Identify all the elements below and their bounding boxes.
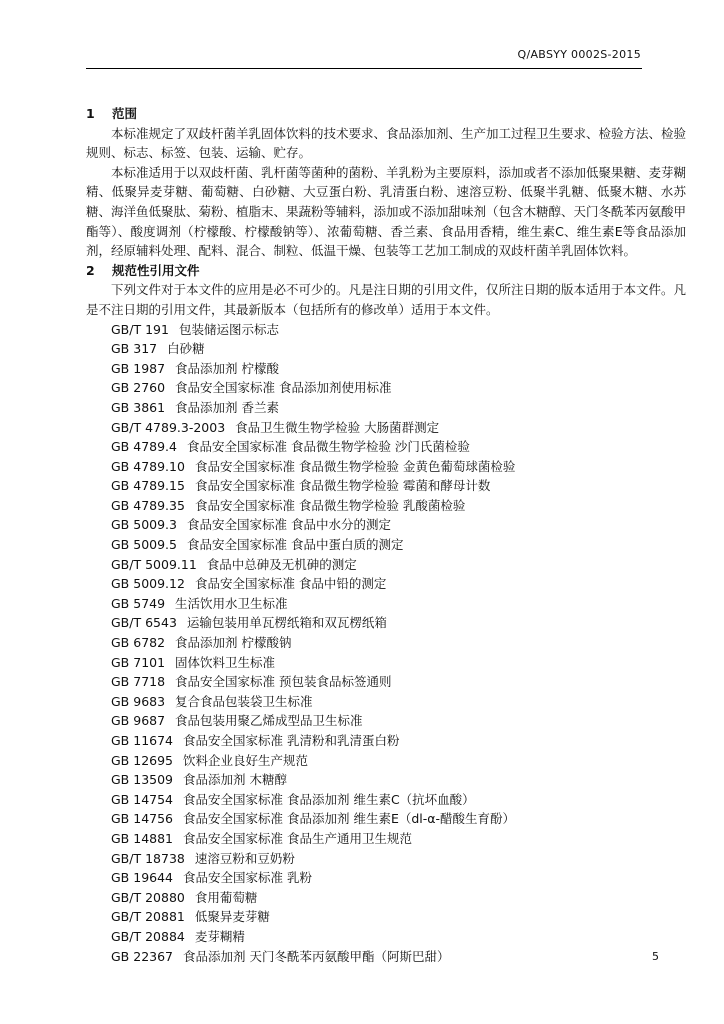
reference-code: GB 19644 — [111, 870, 173, 886]
reference-code: GB 9687 — [111, 713, 166, 729]
reference-code: GB 12695 — [111, 752, 173, 768]
reference-code: GB 317 — [111, 341, 158, 357]
reference-item — [86, 907, 686, 927]
reference-title: 低聚异麦芽糖 — [194, 909, 270, 925]
reference-code: GB 11674 — [111, 733, 173, 748]
reference-title: 食品安全国家标准 乳清粉和乳清蛋白粉 — [183, 733, 400, 748]
reference-item — [86, 339, 686, 359]
reference-title: 食品安全国家标准 食品中水分的测定 — [186, 517, 391, 533]
reference-item — [86, 711, 686, 731]
reference-code: GB 6782 — [111, 635, 166, 651]
reference-code: GB 7101 — [111, 654, 166, 670]
reference-title: 包装储运图示标志 — [178, 321, 279, 337]
reference-item — [86, 947, 686, 967]
reference-code: GB/T 20880 — [111, 889, 185, 905]
reference-code: GB 4789.10 — [111, 458, 185, 474]
paragraph: 本标准适用于以双歧杆菌、乳杆菌等菌种的菌粉、羊乳粉为主要原料，添加或者不添加低聚果糖、麦芽糊精、低聚异麦芽糖、葡萄糖、白砂糖、大豆蛋白粉、乳清蛋白粉、速溶豆粉、低聚半乳糖、低聚木糖、水苏糖、海洋鱼低聚肽、菊粉、植脂末、果蔬粉等辅料，添加或不添加甜味剂（包含木糖醇、天门冬酰苯丙氨酸甲酯等）、酸度调剂（柠檬酸、柠檬酸钠等）、浓葡萄糖、香兰素、食品用香精，维生素C、维生素E等食品添加剂，经原辅料处理、配料、混合、制粒、低温干燥、包装等工艺加工制成的双歧杆菌羊乳固体饮料。 — [86, 164, 687, 259]
reference-code: GB 13509 — [111, 772, 173, 788]
reference-title: 白砂糖 — [167, 341, 205, 357]
reference-code: GB 14756 — [111, 811, 173, 827]
reference-code: GB 14754 — [111, 791, 173, 807]
reference-title: 食品安全国家标准 食品中铅的测定 — [194, 576, 387, 592]
reference-title: 食品安全国家标准 食品微生物学检验 金黄色葡萄球菌检验 — [194, 458, 516, 474]
reference-title: 食品安全国家标准 乳粉 — [183, 870, 312, 886]
reference-item — [86, 476, 686, 496]
reference-title: 固体饮料卫生标准 — [175, 654, 276, 670]
section-title: 范围 — [112, 106, 138, 121]
section-number: 2 — [86, 262, 95, 278]
section-heading-normative-references — [86, 261, 686, 281]
reference-item — [86, 555, 686, 575]
reference-item — [86, 868, 686, 888]
reference-title: 食品安全国家标准 食品微生物学检验 霉菌和酵母计数 — [194, 478, 491, 494]
reference-code: GB 5009.12 — [111, 576, 185, 592]
reference-item — [86, 809, 686, 829]
reference-code: GB 4789.35 — [111, 497, 185, 513]
reference-item — [86, 731, 686, 751]
reference-code: GB 3861 — [111, 399, 166, 415]
reference-item — [86, 574, 686, 594]
reference-item — [86, 457, 686, 477]
reference-item — [86, 849, 686, 869]
reference-code: GB 5009.3 — [111, 517, 177, 533]
reference-item — [86, 496, 686, 516]
section-number: 1 — [86, 106, 95, 121]
reference-title: 食品安全国家标准 食品微生物学检验 乳酸菌检验 — [194, 497, 466, 513]
reference-title: 食品安全国家标准 食品添加剂使用标准 — [175, 380, 392, 396]
reference-title: 食品添加剂 香兰素 — [175, 399, 280, 415]
page-number: 5 — [652, 950, 659, 963]
reference-list — [86, 320, 686, 967]
reference-title: 食品安全国家标准 食品生产通用卫生规范 — [183, 830, 412, 846]
document-code: Q/ABSYY 0002S-2015 — [517, 48, 641, 61]
reference-item — [86, 515, 686, 535]
reference-item — [86, 535, 686, 555]
reference-code: GB/T 20881 — [111, 909, 185, 925]
reference-code: GB/T 191 — [111, 321, 169, 337]
reference-code: GB 14881 — [111, 830, 173, 846]
reference-title: 生活饮用水卫生标准 — [175, 595, 288, 611]
reference-title: 食用葡萄糖 — [194, 889, 258, 905]
reference-title: 食品添加剂 柠檬酸钠 — [175, 635, 292, 651]
reference-item — [86, 829, 686, 849]
reference-title: 速溶豆粉和豆奶粉 — [194, 850, 295, 866]
reference-item — [86, 378, 686, 398]
reference-item — [86, 653, 686, 673]
reference-title: 复合食品包装袋卫生标准 — [175, 693, 313, 709]
reference-title: 食品安全国家标准 食品添加剂 维生素C（抗坏血酸） — [183, 791, 475, 807]
reference-item — [86, 751, 686, 771]
reference-item — [86, 692, 686, 712]
reference-code: GB 1987 — [111, 360, 166, 376]
reference-item — [86, 790, 686, 810]
section-title: 规范性引用文件 — [112, 262, 200, 278]
reference-code: GB 5009.5 — [111, 537, 177, 553]
reference-code: GB 7718 — [111, 674, 166, 690]
reference-item — [86, 633, 686, 653]
reference-code: GB/T 18738 — [111, 850, 185, 866]
reference-title: 运输包装用单瓦楞纸箱和双瓦楞纸箱 — [186, 615, 387, 631]
paragraph: 下列文件对于本文件的应用是必不可少的。凡是注日期的引用文件，仅所注日期的版本适用于本文件。凡是不注日期的引用文件，其最新版本（包括所有的修改单）适用于本文件。 — [86, 282, 687, 317]
reference-item — [86, 359, 686, 379]
reference-item — [86, 320, 686, 340]
reference-code: GB 22367 — [111, 948, 173, 964]
reference-item — [86, 594, 686, 614]
reference-item — [86, 888, 686, 908]
reference-title: 食品卫生微生物学检验 大肠菌群测定 — [235, 419, 440, 435]
reference-item — [86, 437, 686, 457]
reference-title: 食品添加剂 木糖醇 — [183, 772, 287, 788]
header-rule — [86, 68, 642, 69]
reference-code: GB 2760 — [111, 380, 166, 396]
reference-item — [86, 398, 686, 418]
reference-title: 食品添加剂 柠檬酸 — [175, 360, 280, 376]
reference-item — [86, 927, 686, 947]
reference-code: GB 4789.15 — [111, 478, 185, 494]
reference-code: GB/T 6543 — [111, 615, 177, 631]
reference-code: GB/T 4789.3-2003 — [111, 419, 226, 435]
reference-code: GB/T 5009.11 — [111, 556, 197, 572]
paragraph: 本标准规定了双歧杆菌羊乳固体饮料的技术要求、食品添加剂、生产加工过程卫生要求、检验方法、检验规则、标志、标签、包装、运输、贮存。 — [86, 125, 687, 161]
reference-code: GB 5749 — [111, 595, 166, 611]
reference-item — [86, 613, 686, 633]
reference-title: 食品安全国家标准 食品添加剂 维生素E（dl-α-醋酸生育酚） — [183, 811, 516, 827]
reference-code: GB 9683 — [111, 693, 166, 709]
reference-title: 食品包装用聚乙烯成型品卫生标准 — [175, 713, 363, 729]
reference-title: 食品添加剂 天门冬酰苯丙氨酸甲酯（阿斯巴甜） — [183, 948, 450, 964]
reference-item — [86, 770, 686, 790]
reference-title: 食品安全国家标准 预包装食品标签通则 — [175, 674, 392, 690]
reference-title: 食品中总砷及无机砷的测定 — [206, 556, 357, 572]
reference-code: GB 4789.4 — [111, 439, 177, 455]
reference-title: 麦芽糊精 — [194, 928, 245, 944]
reference-title: 食品安全国家标准 食品微生物学检验 沙门氏菌检验 — [186, 439, 470, 455]
section-heading-scope — [86, 104, 686, 124]
reference-code: GB/T 20884 — [111, 928, 185, 944]
reference-item — [86, 672, 686, 692]
reference-title: 饮料企业良好生产规范 — [183, 752, 309, 768]
reference-title: 食品安全国家标准 食品中蛋白质的测定 — [186, 537, 404, 553]
reference-item — [86, 418, 686, 438]
document-body — [86, 104, 686, 966]
